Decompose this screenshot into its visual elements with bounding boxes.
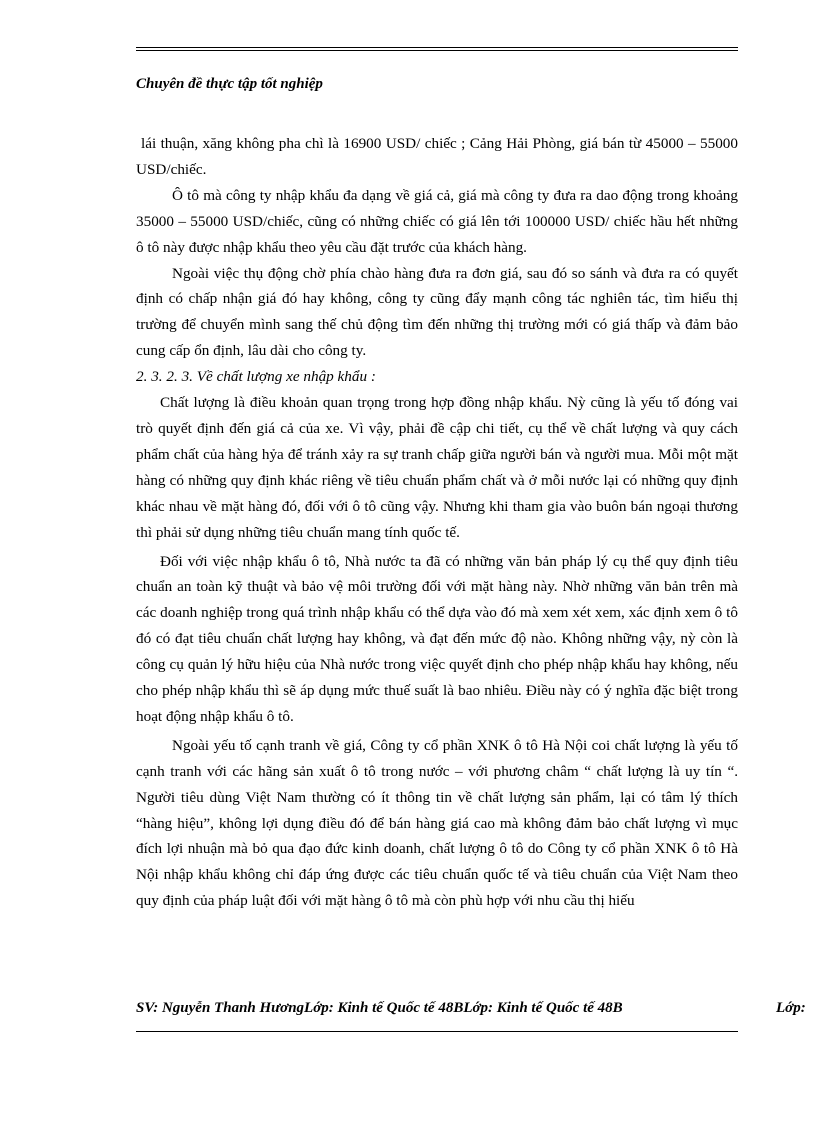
header-rule-bottom: [136, 50, 738, 51]
paragraph-5: Đối với việc nhập khẩu ô tô, Nhà nước ta đã có những văn bản pháp lý cụ thể quy định tiêu chuẩn an toàn kỹ thuật và bảo vệ môi trường đối với mặt hàng này. Nhờ những văn bản trên mà các doanh nghiệp trong quá trình nhập khẩu có thể dựa vào đó mà xem xét xem, xác định xem ô tô đó có đạt tiêu chuẩn chất lượng hay không, và đạt đến mức độ nào. Không những vậy, nỳ còn là công cụ quản lý hữu hiệu của Nhà nước trong việc quyết định cho phép nhập khẩu hay không, nếu cho phép nhập khẩu thì sẽ áp dụng mức thuế suất là bao nhiêu. Điều này có ý nghĩa đặc biệt trong hoạt động nhập khẩu ô tô.: [136, 552, 738, 725]
header-rule-top: [136, 47, 738, 48]
section-heading: 2. 3. 2. 3. Về chất lượng xe nhập khẩu :: [136, 368, 376, 386]
footer-right-text: Lớp:: [776, 1000, 806, 1016]
footer-rule: [136, 1031, 738, 1032]
paragraph-6: Ngoài yếu tố cạnh tranh về giá, Công ty cổ phần XNK ô tô Hà Nội coi chất lượng là yếu tố cạnh tranh với các hãng sản xuất ô tô trong nước – với phương châm “ chất lượng là uy tín “. Người tiêu dùng Việt Nam thường có ít thông tin về chất lượng sản phẩm, lại có tâm lý thích “hàng hiệu”, không lợi dụng điều đó để bán hàng giá cao mà không đảm bảo chất lượng vì mục đích lợi nhuận mà bỏ qua đạo đức kinh doanh, chất lượng ô tô do Công ty cổ phần XNK ô tô Hà Nội nhập khẩu không chỉ đáp ứng được các tiêu chuẩn quốc tế và tiêu chuẩn của Việt Nam theo quy định của pháp luật đối với mặt hàng ô tô mà còn phù hợp với nhu cầu thị hiếu: [136, 736, 738, 910]
header-title: Chuyên đề thực tập tốt nghiệp: [136, 76, 323, 92]
paragraph-2: Ô tô mà công ty nhập khẩu đa dạng về giá cả, giá mà công ty đưa ra dao động trong khoảng 35000 – 55000 USD/chiếc, cũng có những chiếc có giá lên tới 100000 USD/ chiếc hầu hết những ô tô này được nhập khẩu theo yêu cầu đặt trước của khách hàng.: [136, 186, 738, 256]
paragraph-3: Ngoài việc thụ động chờ phía chào hàng đưa ra đơn giá, sau đó so sánh và đưa ra có quyết định có chấp nhận giá đó hay không, công ty cũng đẩy mạnh công tác nghiên tác, tìm hiểu thị trường để chuyển mình sang thế chủ động tìm đến những thị trường mới có giá thấp và đảm bảo cung cấp ổn định, lâu dài cho công ty.: [136, 264, 738, 360]
footer-text: SV: Nguyễn Thanh HươngLớp: Kinh tế Quốc tế 48BLớp: Kinh tế Quốc tế 48B: [136, 1000, 623, 1016]
paragraph-1: lái thuận, xăng không pha chì là 16900 USD/ chiếc ; Cảng Hải Phòng, giá bán từ 45000 – 55000 USD/chiếc.: [136, 135, 738, 178]
document-body: [136, 131, 738, 914]
paragraph-4: Chất lượng là điều khoản quan trọng trong hợp đồng nhập khẩu. Nỳ cũng là yếu tố đóng vai trò quyết định đến giá cả của xe. Vì vậy, phải đề cập chi tiết, cụ thể về chất lượng và quy cách phẩm chất của hàng hỷa để tránh xảy ra sự tranh chấp giữa người bán và người mua. Mỗi một mặt hàng có những quy định khác riêng về tiêu chuẩn phẩm chất và ở mỗi nước lại có những quy định khác nhau về mặt hàng đó, đối với ô tô cũng vậy. Nhưng khi tham gia vào buôn bán ngoại thương thì phải sử dụng những tiêu chuẩn mang tính quốc tế.: [136, 394, 738, 541]
